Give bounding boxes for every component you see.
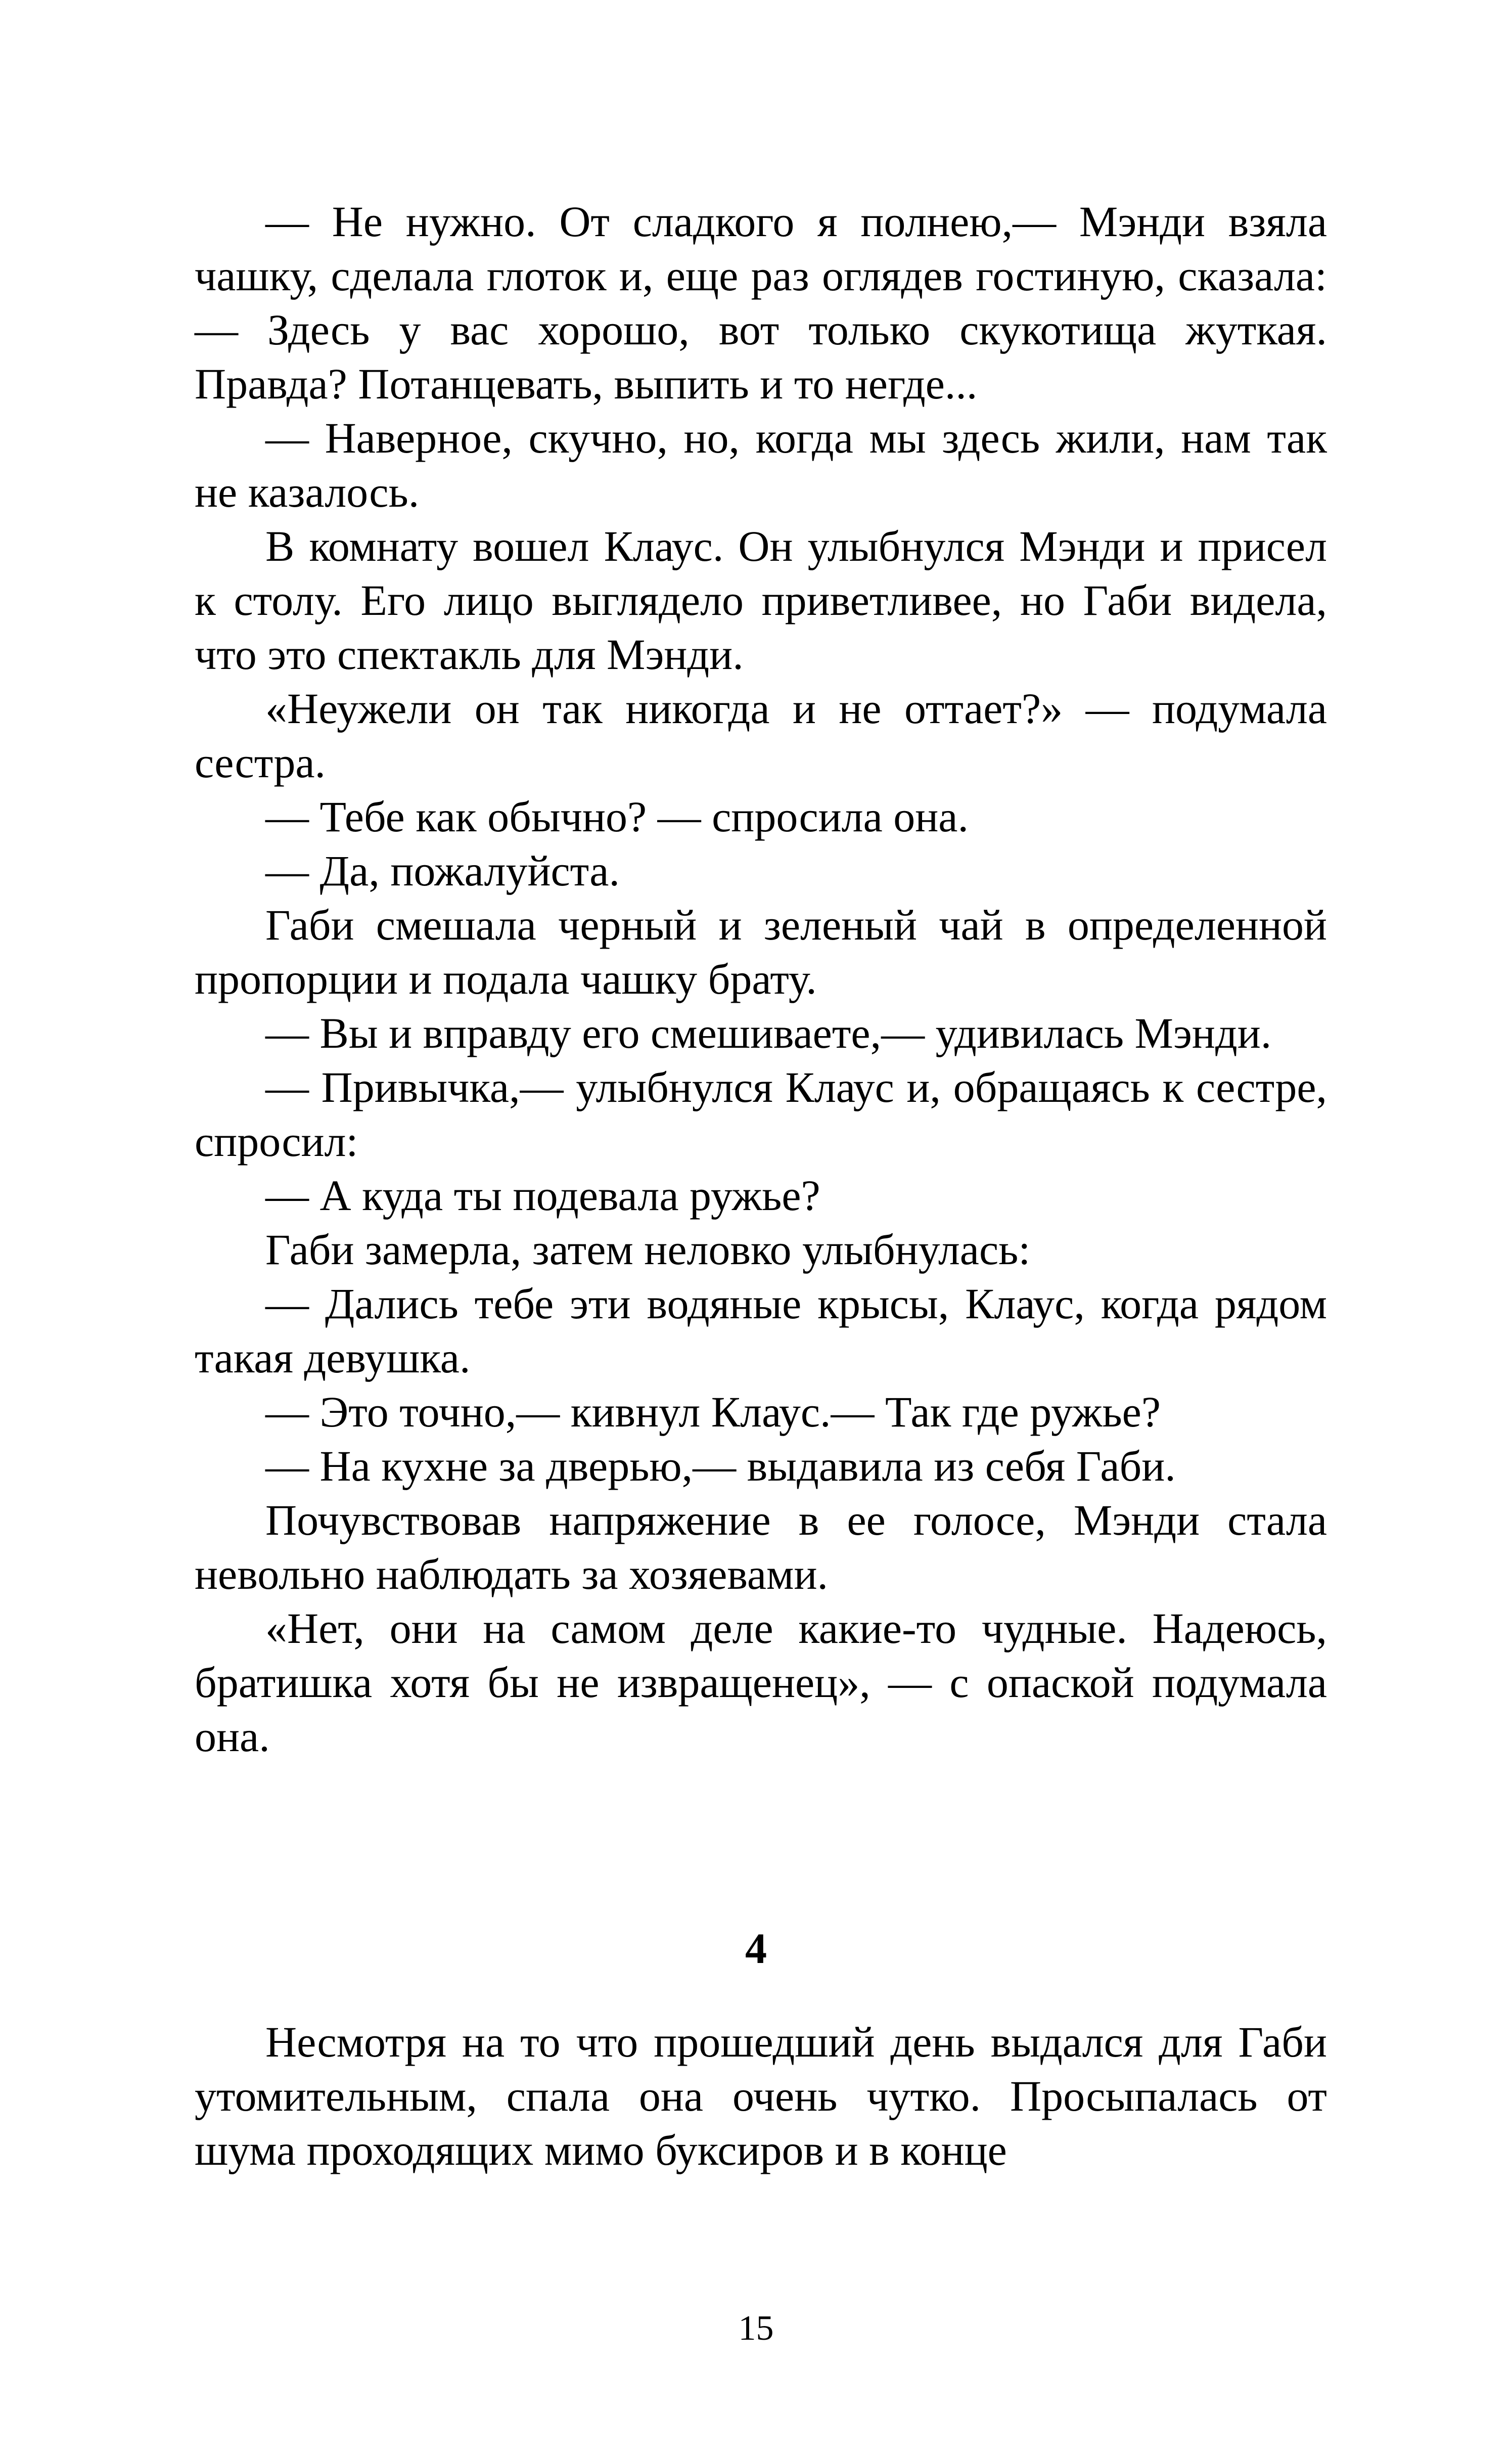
paragraph: «Неужели он так никогда и не оттает?» — подумала сестра.: [195, 684, 1327, 787]
chapter-heading: 4: [745, 1924, 767, 1973]
paragraph: — Наверное, скучно, но, когда мы здесь жили, нам так не казалось.: [195, 414, 1327, 516]
paragraph: — На кухне за дверью,— выдавила из себя Габи.: [265, 1442, 1176, 1490]
text-block-top: [195, 195, 1327, 1764]
page-number: 15: [738, 2309, 774, 2348]
paragraph: — Дались тебе эти водяные крысы, Клаус, когда рядом такая девушка.: [195, 1279, 1327, 1382]
paragraph: Габи замерла, затем неловко улыбнулась:: [265, 1225, 1031, 1274]
paragraph: — Да, пожалуйста.: [265, 846, 620, 895]
paragraph: В комнату вошел Клаус. Он улыбнулся Мэнди и присел к столу. Его лицо выглядело приветливее, но Габи видела, что это спектакль для Мэнди.: [195, 522, 1327, 679]
paragraph: — Привычка,— улыбнулся Клаус и, обращаясь к сестре, спросил:: [195, 1063, 1327, 1166]
paragraph: Несмотря на то что прошедший день выдался для Габи утомительным, спала она очень чутко. Просыпалась от шума проходящих мимо буксиров и в конце: [195, 2018, 1327, 2174]
paragraph: — Это точно,— кивнул Клаус.— Так где ружье?: [265, 1388, 1161, 1436]
paragraph: — Вы и вправду его смешиваете,— удивилась Мэнди.: [265, 1009, 1272, 1057]
paragraph: — Тебе как обычно? — спросила она.: [265, 792, 969, 841]
paragraph: «Нет, они на самом деле какие-то чудные. Надеюсь, братишка хотя бы не извращенец», — с опаской подумала она.: [195, 1604, 1327, 1761]
paragraph: — А куда ты подевала ружье?: [265, 1171, 820, 1220]
paragraph: Почувствовав напряжение в ее голосе, Мэнди стала невольно наблюдать за хозяевами.: [195, 1496, 1327, 1598]
paragraph: Габи смешала черный и зеленый чай в определенной пропорции и подала чашку брату.: [195, 901, 1327, 1003]
paragraph: — Не нужно. От сладкого я полнею,— Мэнди взяла чашку, сделала глоток и, еще раз оглядев гостиную, сказала: — Здесь у вас хорошо, вот только скукотища жуткая. Правда? Потанцевать, выпить и то негде...: [195, 197, 1327, 408]
text-block-bottom: [195, 2015, 1327, 2177]
